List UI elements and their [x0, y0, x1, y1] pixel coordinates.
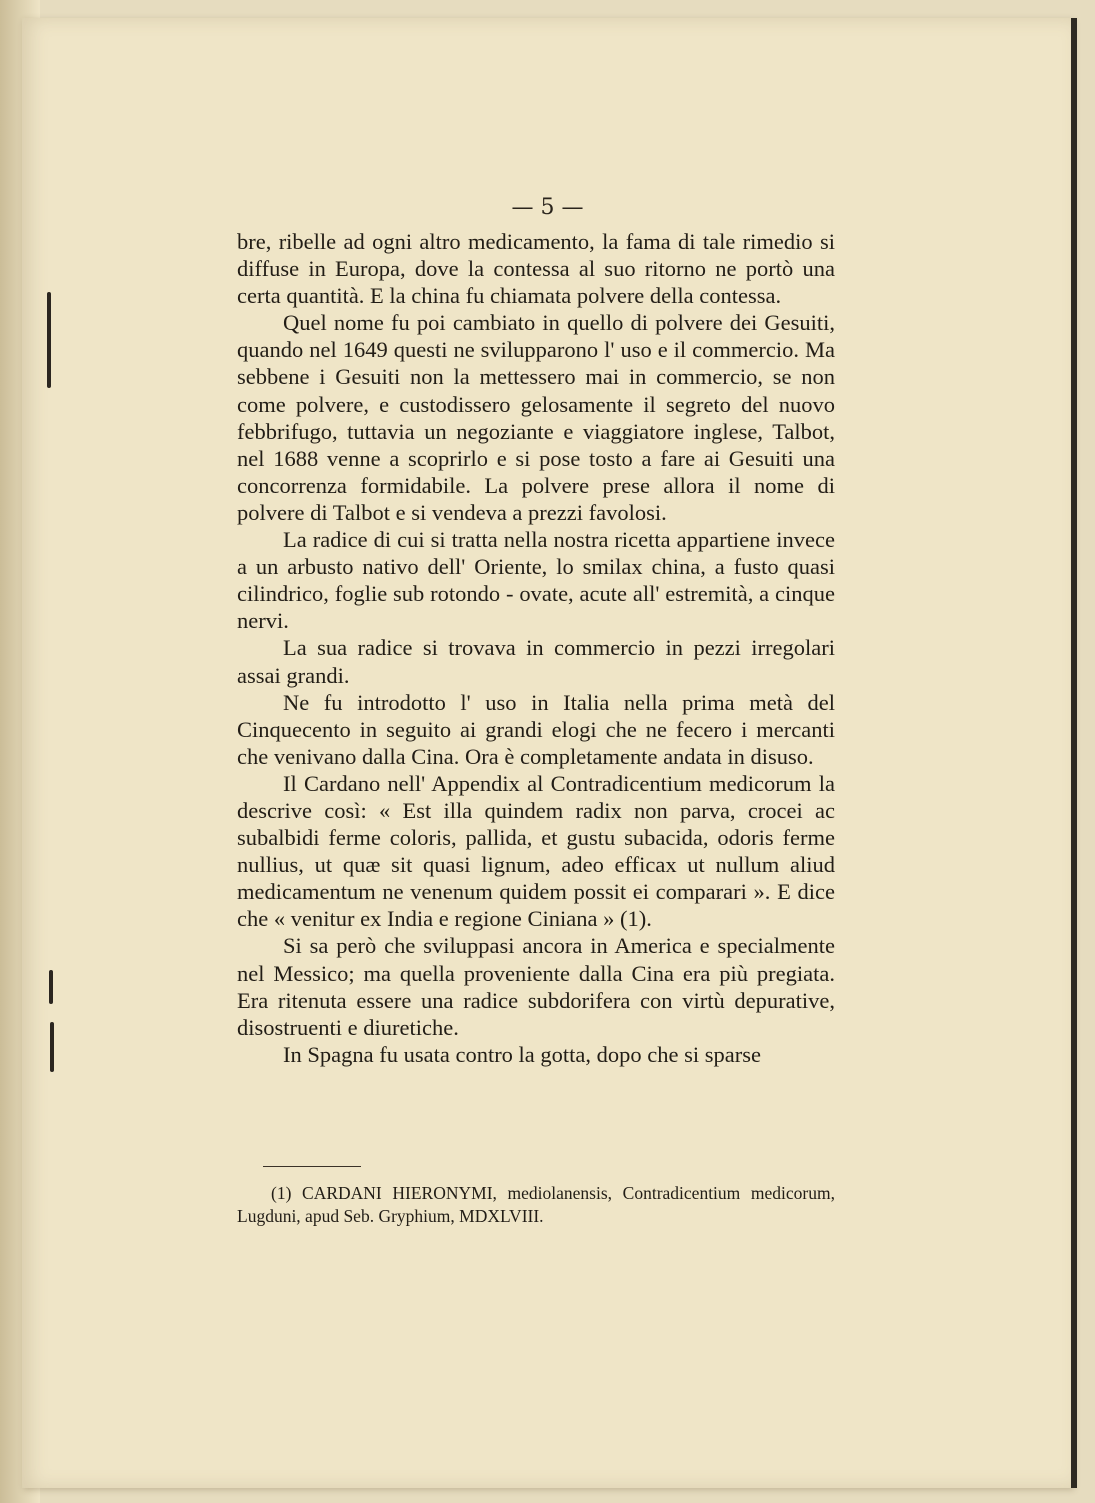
footnote	[237, 1182, 835, 1228]
footnote-divider	[263, 1166, 361, 1167]
paragraph: La radice di cui si tratta nella nostra ricetta appartiene invece a un arbusto nativo dell' Oriente, lo smilax china, a fusto quasi cilindrico, foglie sub rotondo - ovate, acute all' estremità, a cinque nervi.	[237, 527, 835, 634]
page-number: — 5 —	[511, 195, 584, 220]
paragraph: Quel nome fu poi cambiato in quello di polvere dei Gesuiti, quando nel 1649 questi ne svilupparono l' uso e il commercio. Ma sebbene i Gesuiti non la mettessero mai in commercio, se non come polvere, e custodissero gelosamente il segreto del nuovo febbrifugo, tuttavia un negoziante e viaggiatore inglese, Talbot, nel 1688 venne a scoprirlo e si pose tosto a fare ai Gesuiti una concorrenza formidabile. La polvere prese allora il nome di polvere di Talbot e si vendeva a prezzi favolosi.	[237, 310, 835, 525]
binding-stitch	[49, 970, 53, 1004]
footnote-text: (1) CARDANI HIERONYMI, mediolanensis, Contradicentium medicorum, Lugduni, apud Seb. Gryphium, MDXLVIII.	[237, 1183, 835, 1226]
paragraph: Ne fu introdotto l' uso in Italia nella prima metà del Cinquecento in seguito ai grandi elogi che ne fecero i mercanti che venivano dalla Cina. Ora è completamente andata in disuso.	[237, 689, 835, 769]
binding-stitch	[50, 1022, 54, 1072]
body-text	[237, 228, 835, 1068]
paragraph: bre, ribelle ad ogni altro medicamento, la fama di tale rimedio si diffuse in Europa, dove la contessa al suo ritorno ne portò una certa quantità. E la china fu chiamata polvere della contessa.	[237, 229, 835, 309]
paragraph: Il Cardano nell' Appendix al Contradicentium medicorum la descrive così: « Est illa quindem radix non parva, crocei ac subalbidi ferme coloris, pallida, et gustu subacida, odoris ferme nullius, ut quæ sit quasi lignum, adeo efficax ut nullum aliud medicamentum ne venenum quidem possit ei comparari ». E dice che « venitur ex India e regione Ciniana » (1).	[237, 770, 835, 932]
paragraph: La sua radice si trovava in commercio in pezzi irregolari assai grandi.	[237, 635, 835, 688]
page-edge	[1071, 18, 1077, 1488]
paragraph: In Spagna fu usata contro la gotta, dopo che si sparse	[283, 1041, 761, 1067]
paragraph: Si sa però che sviluppasi ancora in America e specialmente nel Messico; ma quella proveniente dalla Cina era più pregiata. Era ritenuta essere una radice subdorifera con virtù depurative, disostruenti e diuretiche.	[237, 933, 835, 1040]
binding-stitch	[47, 292, 51, 388]
